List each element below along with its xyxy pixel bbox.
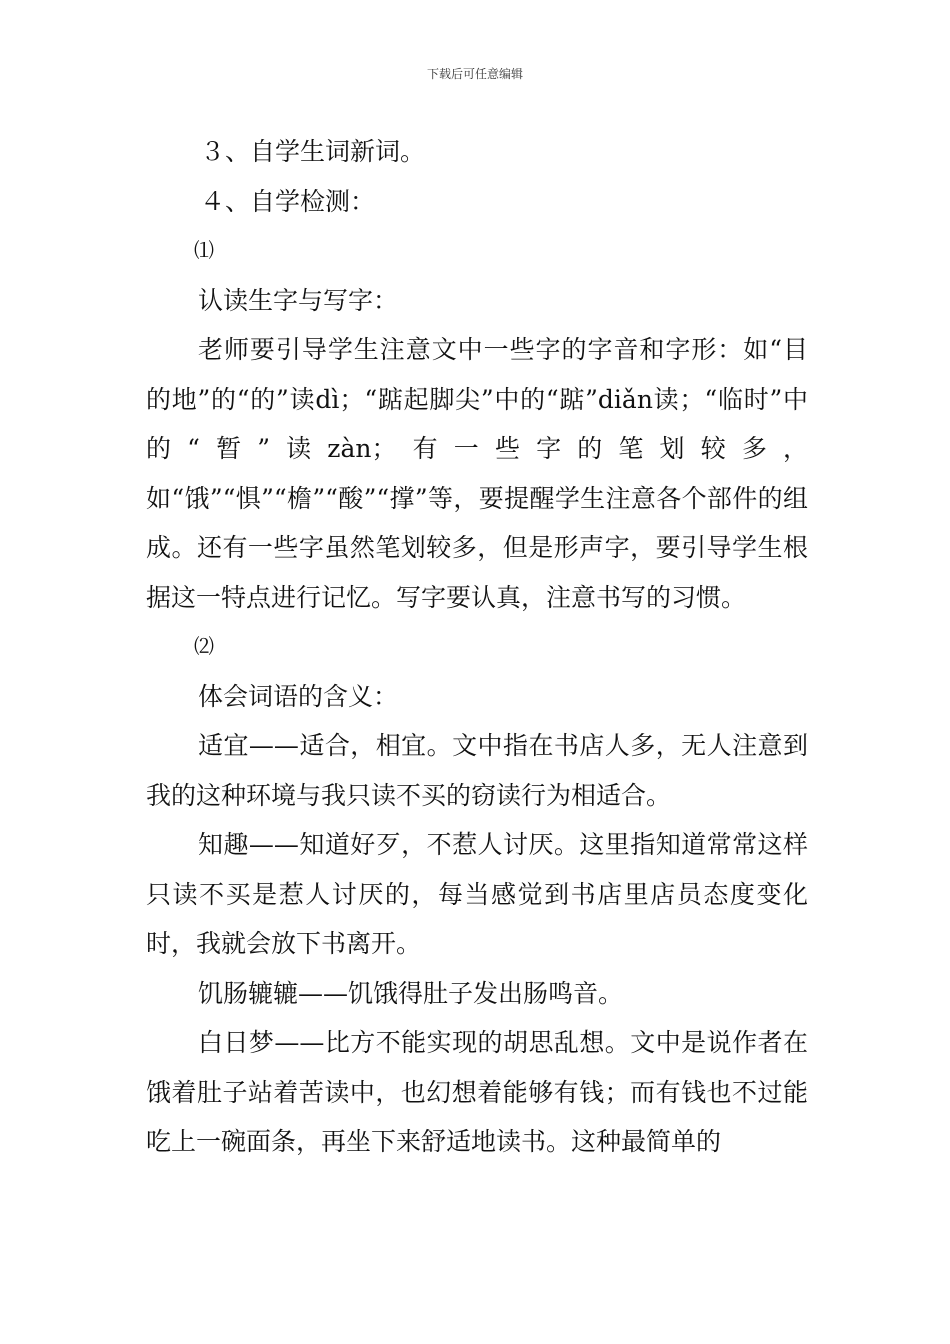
document-body bbox=[146, 127, 808, 1167]
paragraph-heading-characters: 认读生字与写字： bbox=[198, 285, 399, 315]
paragraph-definition-shiyi: 适宜——适合，相宜。文中指在书店人多，无人注意到我的这种环境与我只读不买的窃读行为相适合。 bbox=[146, 731, 808, 810]
paragraph-step-3: ３、自学生词新词。 bbox=[200, 137, 426, 166]
paragraph-marker-2: ⑵ bbox=[194, 634, 214, 658]
page-header: 下载后可任意编辑 bbox=[426, 67, 523, 81]
paragraph-definition-zhiqu: 知趣——知道好歹，不惹人讨厌。这里指知道常常这样只读不买是惹人讨厌的，每当感觉到书店里店员态度变化时，我就会放下书离开。 bbox=[146, 830, 808, 958]
paragraph-definition-bairimeng: 白日梦——比方不能实现的胡思乱想。文中是说作者在饿着肚子站着苦读中，也幻想着能够有钱；而有钱也不过能吃上一碗面条，再坐下来舒适地读书。这种最简单的 bbox=[146, 1028, 808, 1156]
paragraph-heading-vocabulary: 体会词语的含义： bbox=[198, 681, 399, 711]
paragraph-character-guidance: 老师要引导学生注意文中一些字的字音和字形：如“目的地”的“的”读dì；“踮起脚尖”中的“踮”diǎn读；“临时”中的“暂”读zàn；有一些字的笔划较多，如“饿”“惧”“檐”“酸”“撑”等，要提醒学生注意各个部件的组成。还有一些字虽然笔划较多，但是形声字，要引导学生根据这一特点进行记忆。写字要认真，注意书写的习惯。 bbox=[146, 335, 808, 612]
paragraph-marker-1: ⑴ bbox=[194, 238, 214, 262]
paragraph-definition-jichang: 饥肠辘辘——饥饿得肚子发出肠鸣音。 bbox=[198, 978, 624, 1008]
paragraph-step-4: ４、自学检测： bbox=[200, 186, 376, 216]
